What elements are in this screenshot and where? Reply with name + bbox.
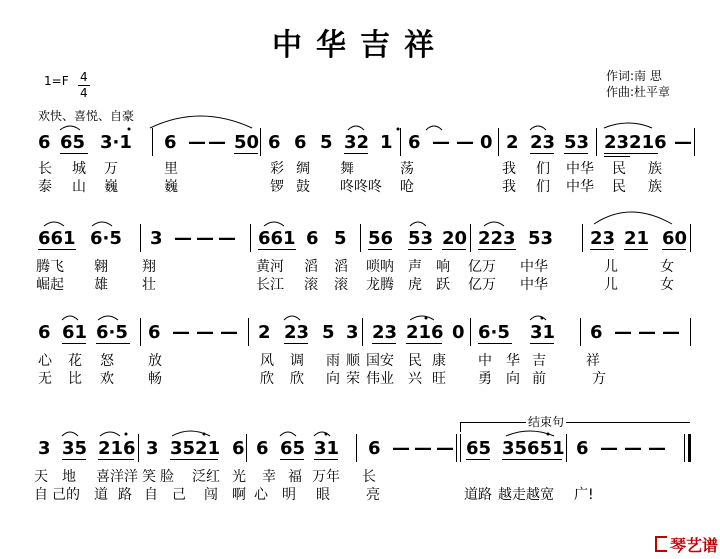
note: 661	[38, 228, 76, 249]
octave-dot-high	[125, 433, 128, 436]
lyric: 锣	[270, 179, 284, 195]
lyric: 我	[502, 161, 516, 177]
lyric: 己的	[52, 487, 80, 503]
lyric: 彩	[270, 161, 284, 177]
note: 65	[60, 132, 86, 153]
lyric: 亮	[366, 487, 380, 503]
lyric: 腾飞	[36, 259, 64, 275]
lyric: 女	[660, 259, 674, 275]
slur	[410, 316, 434, 320]
lyric: 畅	[148, 371, 162, 387]
note: —	[662, 322, 680, 343]
note: 35651	[502, 438, 565, 459]
lyric: 向	[506, 371, 520, 387]
note: 5	[334, 228, 347, 249]
note: 35	[62, 438, 88, 459]
lyric: 翔	[142, 259, 156, 275]
lyric: 中	[478, 353, 492, 369]
logo-icon	[655, 536, 667, 552]
lyric: 兴	[408, 371, 422, 387]
lyric: 广!	[574, 487, 594, 503]
note: 5	[320, 132, 333, 153]
lyric: 声	[408, 259, 422, 275]
note: 0	[452, 322, 465, 343]
lyric: 己	[172, 487, 186, 503]
note: 1	[380, 132, 393, 153]
note: 56	[368, 228, 394, 249]
lyric: 们	[536, 161, 550, 177]
note: 3	[150, 228, 163, 249]
lyric: 心	[254, 487, 268, 503]
note: 6	[38, 322, 51, 343]
lyric: 绸	[296, 161, 310, 177]
octave-dot-high	[541, 317, 544, 320]
lyric: 舞	[340, 161, 354, 177]
lyricist-credit: 作词:南 思	[606, 69, 662, 83]
note: 6	[268, 132, 281, 153]
lyric: 比	[68, 371, 82, 387]
lyric: 巍	[164, 179, 178, 195]
octave-dot-high	[425, 317, 428, 320]
note: 6·5	[90, 228, 122, 249]
note: —	[414, 438, 432, 459]
lyric: 长江	[256, 277, 284, 293]
lyric: 地	[62, 469, 76, 485]
lyric: 唢呐	[366, 259, 394, 275]
note: 6	[232, 438, 245, 459]
lyric: 民	[408, 353, 422, 369]
note: 6	[590, 322, 603, 343]
note: 23	[372, 322, 398, 343]
note: 3	[146, 438, 159, 459]
lyric: 中华	[566, 179, 594, 195]
note: 661	[258, 228, 296, 249]
lyric: 荡	[400, 161, 414, 177]
lyric: 康	[432, 353, 446, 369]
note: —	[172, 322, 190, 343]
slur	[484, 222, 504, 226]
note: 65	[466, 438, 492, 459]
lyric: 城	[72, 161, 86, 177]
composer-credit: 作曲:杜平章	[606, 85, 671, 99]
lyric: 民	[612, 161, 626, 177]
lyric: 亿万	[468, 277, 496, 293]
lyric: 儿	[604, 277, 618, 293]
note: 50	[234, 132, 260, 153]
lyric: 壮	[142, 277, 156, 293]
lyric: 无	[38, 371, 52, 387]
lyric: 跃	[436, 277, 450, 293]
lyric: 欣	[290, 371, 304, 387]
lyric: 福	[288, 469, 302, 485]
lyric: 调	[290, 353, 304, 369]
lyric: 道路	[464, 487, 492, 503]
watermark-logo	[655, 533, 718, 556]
slur	[530, 316, 546, 320]
note: —	[174, 228, 192, 249]
note: —	[208, 132, 226, 153]
note: 216	[406, 322, 444, 343]
note: 6	[368, 438, 381, 459]
lyric: 吉	[532, 353, 546, 369]
lyric: 自	[34, 487, 48, 503]
note: —	[614, 322, 632, 343]
note: 6	[306, 228, 319, 249]
note: 53	[564, 132, 590, 153]
song-title: 中华吉祥	[272, 28, 448, 63]
note: 6	[148, 322, 161, 343]
lyric: 山	[72, 179, 86, 195]
note: 3	[346, 322, 359, 343]
note: 3·1	[100, 132, 132, 153]
slur	[426, 126, 442, 130]
note: 6	[576, 438, 589, 459]
slur	[62, 432, 78, 436]
lyric: 民	[612, 179, 626, 195]
lyric: 们	[536, 179, 550, 195]
note: 0	[480, 132, 493, 153]
lyric: 长	[362, 469, 376, 485]
slur	[284, 316, 300, 320]
lyric: 路	[118, 487, 132, 503]
lyric: 中华	[520, 259, 548, 275]
lyric: 放	[148, 353, 162, 369]
note: —	[432, 132, 450, 153]
lyric: 中华	[566, 161, 594, 177]
note: 223	[478, 228, 516, 249]
note: 2	[506, 132, 519, 153]
lyric: 泛红	[192, 469, 220, 485]
lyric: 长	[38, 161, 52, 177]
tempo-marking: 欢快、喜悦、自豪	[38, 109, 135, 123]
note: —	[436, 438, 454, 459]
note: 6·5	[478, 322, 510, 343]
lyric: 中华	[520, 277, 548, 293]
slur	[264, 222, 284, 226]
lyric: 前	[532, 371, 546, 387]
note: —	[624, 438, 642, 459]
time-sig-bottom: 4	[80, 86, 88, 100]
note: —	[220, 322, 238, 343]
lyric: 雨	[326, 353, 340, 369]
lyric: 滔	[334, 259, 348, 275]
lyric: 自	[144, 487, 158, 503]
note: 53	[408, 228, 434, 249]
note: —	[600, 438, 618, 459]
lyric: 咚咚咚	[340, 179, 382, 195]
lyric: 笑	[142, 469, 156, 485]
lyric: 方	[592, 371, 606, 387]
slur	[530, 126, 546, 130]
lyric: 万	[104, 161, 118, 177]
slur	[92, 222, 112, 226]
note: 6·5	[96, 322, 128, 343]
lyric: 闯	[204, 487, 218, 503]
lyric: 滚	[334, 277, 348, 293]
note: —	[638, 322, 656, 343]
lyric: 勇	[478, 371, 492, 387]
note: —	[196, 322, 214, 343]
note: 21	[624, 228, 650, 249]
lyric: 荣	[346, 371, 360, 387]
lyric: 虎	[408, 277, 422, 293]
note: 23216	[604, 132, 667, 153]
lyric: 滔	[304, 259, 318, 275]
note: 53	[528, 228, 554, 249]
lyric: 亿万	[468, 259, 496, 275]
lyric: 花	[68, 353, 82, 369]
ending-label: 结束句	[528, 415, 565, 429]
note: —	[188, 132, 206, 153]
note: 32	[344, 132, 370, 153]
slur	[314, 432, 330, 436]
slur	[348, 126, 364, 130]
note: 20	[442, 228, 468, 249]
lyric: 响	[436, 259, 450, 275]
note: 23	[530, 132, 556, 153]
lyric: 光	[232, 469, 246, 485]
note: 60	[662, 228, 688, 249]
note: 65	[280, 438, 306, 459]
lyric: 族	[648, 179, 662, 195]
lyric: 国安	[366, 353, 394, 369]
slur	[100, 432, 120, 436]
note: 3	[38, 438, 51, 459]
lyric: 顺	[346, 353, 360, 369]
note: 31	[530, 322, 556, 343]
note: 6	[38, 132, 51, 153]
lyric: 华	[506, 353, 520, 369]
slur	[604, 123, 652, 128]
note: 23	[590, 228, 616, 249]
note: —	[456, 132, 474, 153]
lyric: 喜洋洋	[96, 469, 138, 485]
key-signature: 1=F	[44, 74, 69, 88]
note: 5	[322, 322, 335, 343]
lyric: 祥	[586, 353, 600, 369]
lyric: 越走越宽	[498, 487, 554, 503]
lyric: 伟业	[366, 371, 394, 387]
slur	[280, 432, 296, 436]
note: 31	[314, 438, 340, 459]
note: 61	[62, 322, 88, 343]
lyric: 女	[660, 277, 674, 293]
note: 6	[256, 438, 269, 459]
lyric: 心	[38, 353, 52, 369]
note: 3521	[170, 438, 221, 459]
octave-dot-high	[325, 433, 328, 436]
note: —	[674, 132, 692, 153]
note: 2	[258, 322, 271, 343]
watermark-text: 琴艺谱	[670, 536, 719, 555]
lyric: 黄河	[256, 259, 284, 275]
lyric: 啊	[232, 487, 246, 503]
lyric: 明	[282, 487, 296, 503]
lyric: 滚	[304, 277, 318, 293]
lyric: 向	[326, 371, 340, 387]
lyric: 万年	[312, 469, 340, 485]
lyric: 鼓	[296, 179, 310, 195]
octave-dot-high	[128, 128, 131, 131]
lyric: 道	[94, 487, 108, 503]
lyric: 翱	[94, 259, 108, 275]
lyric: 族	[648, 161, 662, 177]
octave-dot-high	[547, 433, 550, 436]
lyric: 怒	[100, 353, 114, 369]
lyric: 里	[164, 161, 178, 177]
note: —	[648, 438, 666, 459]
lyric: 旺	[432, 371, 446, 387]
note: 6	[294, 132, 307, 153]
octave-dot-high	[203, 433, 206, 436]
lyric: 天	[34, 469, 48, 485]
lyric: 呛	[400, 179, 414, 195]
slur	[60, 126, 80, 130]
lyric: 欣	[260, 371, 274, 387]
note: —	[196, 228, 214, 249]
lyric: 巍	[104, 179, 118, 195]
lyric: 风	[260, 353, 274, 369]
note: 6	[408, 132, 421, 153]
lyric: 欢	[100, 371, 114, 387]
slur	[594, 212, 672, 224]
lyric: 眼	[316, 487, 330, 503]
note: 23	[284, 322, 310, 343]
note: —	[392, 438, 410, 459]
time-sig-top: 4	[80, 70, 88, 84]
lyric: 雄	[94, 277, 108, 293]
lyric: 幸	[262, 469, 276, 485]
note: 6	[164, 132, 177, 153]
lyric: 龙腾	[366, 277, 394, 293]
lyric: 我	[502, 179, 516, 195]
lyric: 崛起	[36, 277, 64, 293]
note: —	[218, 228, 236, 249]
slur	[98, 316, 118, 320]
slur	[44, 222, 64, 226]
octave-dot-high	[397, 128, 400, 131]
note: 216	[98, 438, 136, 459]
lyric: 脸	[160, 469, 174, 485]
slur	[410, 222, 426, 226]
lyric: 儿	[604, 259, 618, 275]
slur	[150, 116, 252, 128]
slur	[62, 316, 78, 320]
lyric: 泰	[38, 179, 52, 195]
